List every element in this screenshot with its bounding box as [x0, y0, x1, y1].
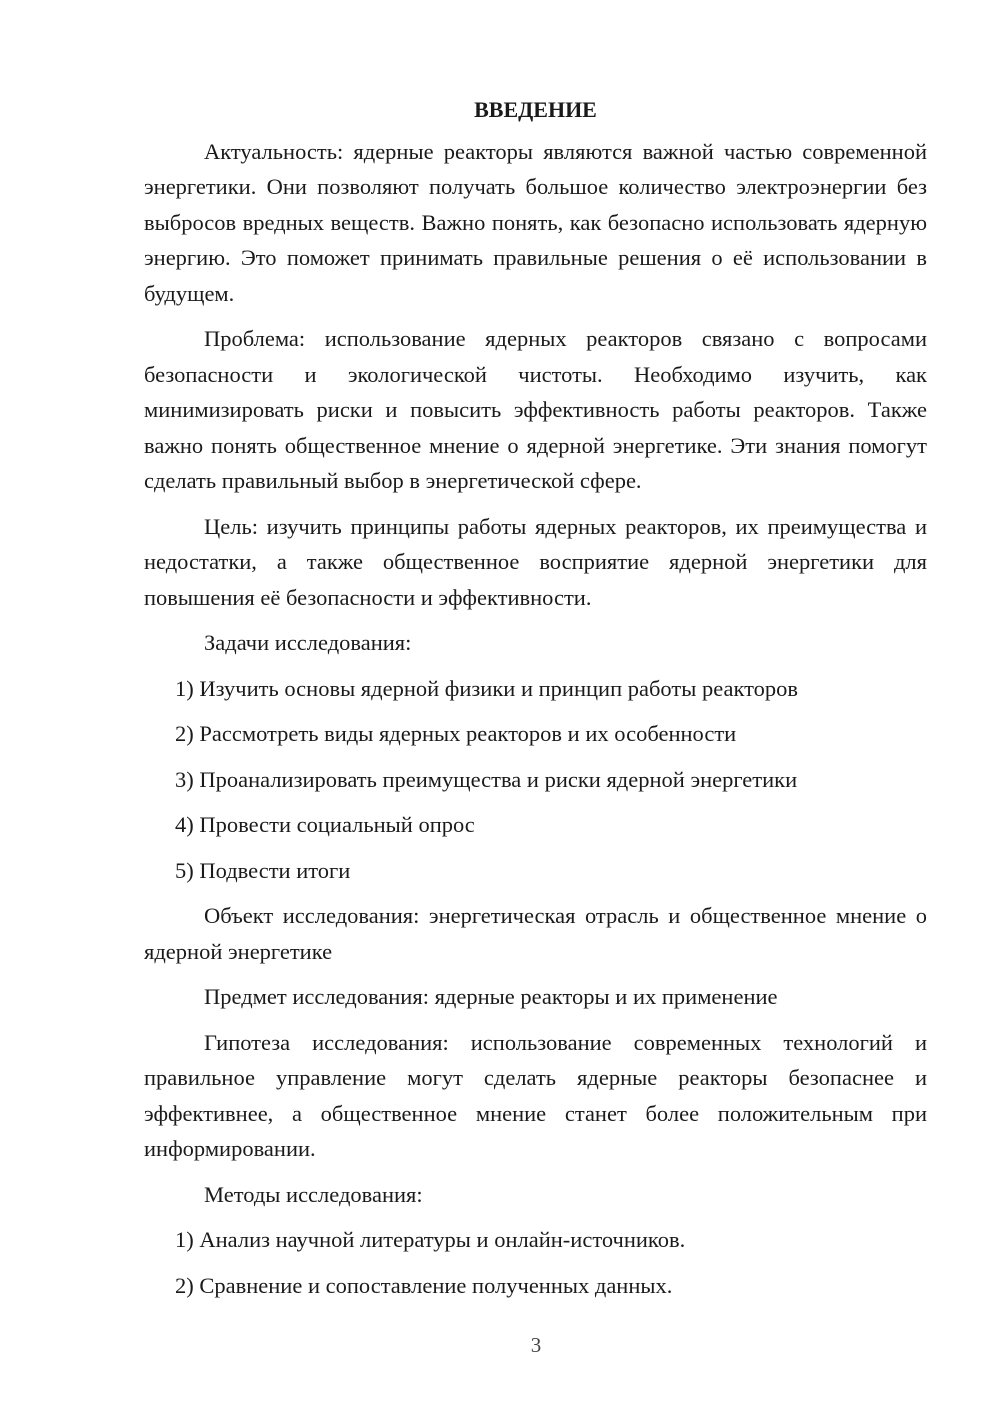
object-paragraph: Объект исследования: энергетическая отрасль и общественное мнение о ядерной энергетике [144, 903, 927, 964]
method-item: 2) Сравнение и сопоставление полученных данных. [175, 1272, 673, 1298]
subject-paragraph: Предмет исследования: ядерные реакторы и их применение [204, 984, 778, 1009]
task-item: 1) Изучить основы ядерной физики и принцип работы реакторов [175, 675, 798, 701]
document-page [144, 92, 927, 1313]
methods-heading: Методы исследования: [204, 1181, 423, 1207]
task-item: 5) Подвести итоги [175, 857, 351, 883]
goal-paragraph: Цель: изучить принципы работы ядерных реакторов, их преимущества и недостатки, а также общественное восприятие ядерной энергетики для повышения её безопасности и эффективности. [144, 513, 927, 610]
hypothesis-paragraph: Гипотеза исследования: использование современных технологий и правильное управление могут сделать ядерные реакторы безопаснее и эффективнее, а общественное мнение станет более положительным при информировании. [144, 1029, 927, 1161]
section-title: ВВЕДЕНИЕ [474, 97, 597, 122]
task-item: 2) Рассмотреть виды ядерных реакторов и их особенности [175, 721, 737, 746]
task-item: 4) Провести социальный опрос [175, 812, 475, 837]
method-item: 1) Анализ научной литературы и онлайн-источников. [175, 1227, 686, 1252]
page-number: 3 [530, 1333, 542, 1357]
problem-paragraph: Проблема: использование ядерных реакторов связано с вопросами безопасности и экологической чистоты. Необходимо изучить, как минимизировать риски и повысить эффективность работы реакторов. Также важно понять общественное мнение о ядерной энергетике. Эти знания помогут сделать правильный выбор в энергетической сфере. [144, 326, 927, 493]
task-item: 3) Проанализировать преимущества и риски ядерной энергетики [175, 766, 798, 792]
tasks-heading: Задачи исследования: [204, 630, 412, 655]
relevance-paragraph: Актуальность: ядерные реакторы являются важной частью современной энергетики. Они позволяют получать большое количество электроэнергии без выбросов вредных веществ. Важно понять, как безопасно использовать ядерную энергию. Это поможет принимать правильные решения о её использовании в будущем. [144, 138, 927, 306]
